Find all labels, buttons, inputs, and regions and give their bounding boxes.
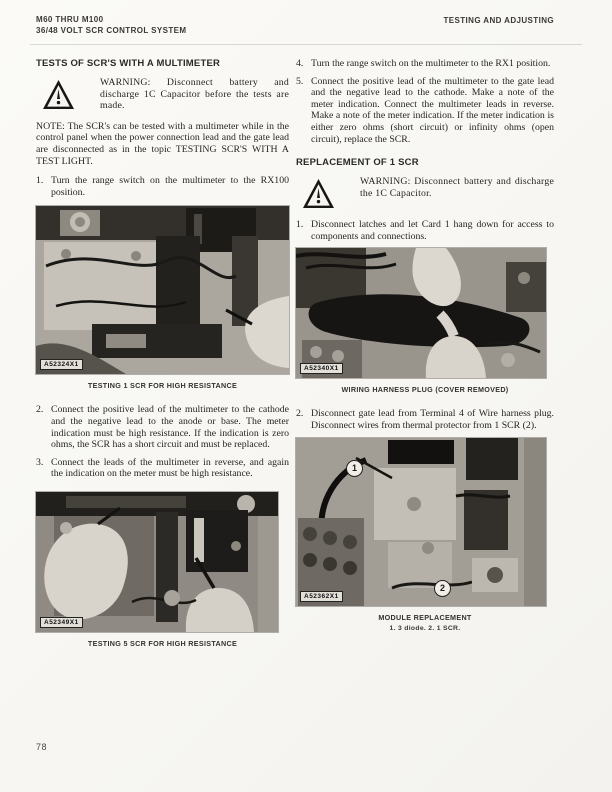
step-text: Disconnect gate lead from Terminal 4 of Wire harness plug. Disconnect wires from thermal protector from 1 SCR (2). [311, 408, 554, 431]
step-item [296, 58, 554, 70]
step-number: 1. [36, 175, 44, 187]
header-section-title: TESTING AND ADJUSTING [443, 16, 554, 25]
note-paragraph: NOTE: The SCR's can be tested with a multimeter while in the control panel when the power connection lead and the gate lead are disconnected as in the topic TESTING SCR'S WITH A TEST LIGHT. [36, 120, 289, 167]
photo-illustration [296, 248, 546, 378]
warning-text: WARNING: Disconnect battery and discharge 1C Capacitor before the tests are made. [100, 77, 289, 112]
photo-testing-5-scr [36, 492, 278, 632]
page-number: 78 [36, 742, 48, 752]
left-column [36, 58, 289, 648]
photo-id-label: A52362X1 [300, 591, 343, 602]
step-text: Connect the positive lead of the multimeter to the gate lead and the negative lead to the cathode. Make a note of the meter indication. Connect the multimeter leads in reverse. Make a note of the meter indication. If the meter indication is either zero ohms (short circuit) or infinity ohms (open circuit), replace the SCR. [311, 75, 554, 145]
step-number: 3. [36, 456, 44, 468]
warning-block-replacement [296, 176, 554, 210]
warning-triangle-icon [42, 79, 75, 110]
step-text: Turn the range switch on the multimeter to the RX100 position. [51, 175, 289, 198]
warning-triangle-icon [302, 178, 335, 209]
step-number: 2. [36, 404, 44, 416]
step-item [36, 175, 289, 198]
header-divider [30, 44, 582, 45]
header-left [36, 14, 186, 36]
photo-caption: TESTING 1 SCR FOR HIGH RESISTANCE [87, 381, 238, 391]
step-text: Connect the leads of the multimeter in reverse, and again the indication on the meter must be high resistance. [51, 456, 289, 480]
photo-caption: MODULE REPLACEMENT [378, 612, 472, 622]
warning-block-tests [36, 77, 289, 112]
callout-2-scr [434, 580, 451, 597]
step-number: 1. [296, 219, 304, 231]
photo-id-label: A52349X1 [40, 617, 83, 628]
photo-module-replacement [296, 438, 546, 606]
step-number: 2. [296, 408, 304, 420]
step-item [36, 457, 289, 480]
step-text: Connect the positive lead of the multimeter to the cathode and the negative lead to the anode or base. The meter indication must be high resistance. If the indication is zero ohms, the SCR has a short circuit and must be replaced. [51, 404, 289, 451]
photo-illustration [36, 206, 289, 374]
section-title-replacement: REPLACEMENT OF 1 SCR [296, 157, 419, 169]
callout-number: 1 [351, 463, 357, 474]
section-title-tests: TESTS OF SCR'S WITH A MULTIMETER [36, 58, 221, 69]
step-item [296, 408, 554, 431]
step-item [36, 404, 289, 450]
photo-legend: 1. 3 diode. 2. 1 SCR. [389, 624, 461, 632]
step-text: Disconnect latches and let Card 1 hang down for access to components and connections. [311, 219, 554, 242]
photo-testing-1-scr [36, 206, 289, 374]
photo-illustration [296, 438, 546, 606]
photo-id-label: A52324X1 [40, 359, 83, 370]
header-model-range: M60 THRU M100 [36, 15, 104, 24]
callout-number: 2 [439, 583, 445, 594]
header-system-name: 36/48 VOLT SCR CONTROL SYSTEM [36, 26, 187, 35]
callout-1-diode [346, 460, 363, 477]
photo-illustration [36, 492, 278, 632]
warning-text: WARNING: Disconnect battery and discharge the 1C Capacitor. [360, 176, 554, 199]
photo-wiring-harness-plug [296, 248, 546, 378]
photo-caption: TESTING 5 SCR FOR HIGH RESISTANCE [87, 638, 238, 648]
step-item [296, 76, 554, 146]
photo-id-label: A52340X1 [300, 363, 343, 374]
step-item [296, 219, 554, 242]
right-column [296, 58, 554, 632]
step-number: 4. [296, 58, 304, 69]
step-text: Turn the range switch on the multimeter to the RX1 position. [311, 58, 551, 69]
photo-caption: WIRING HARNESS PLUG (COVER REMOVED) [341, 385, 509, 395]
step-number: 5. [296, 75, 304, 87]
